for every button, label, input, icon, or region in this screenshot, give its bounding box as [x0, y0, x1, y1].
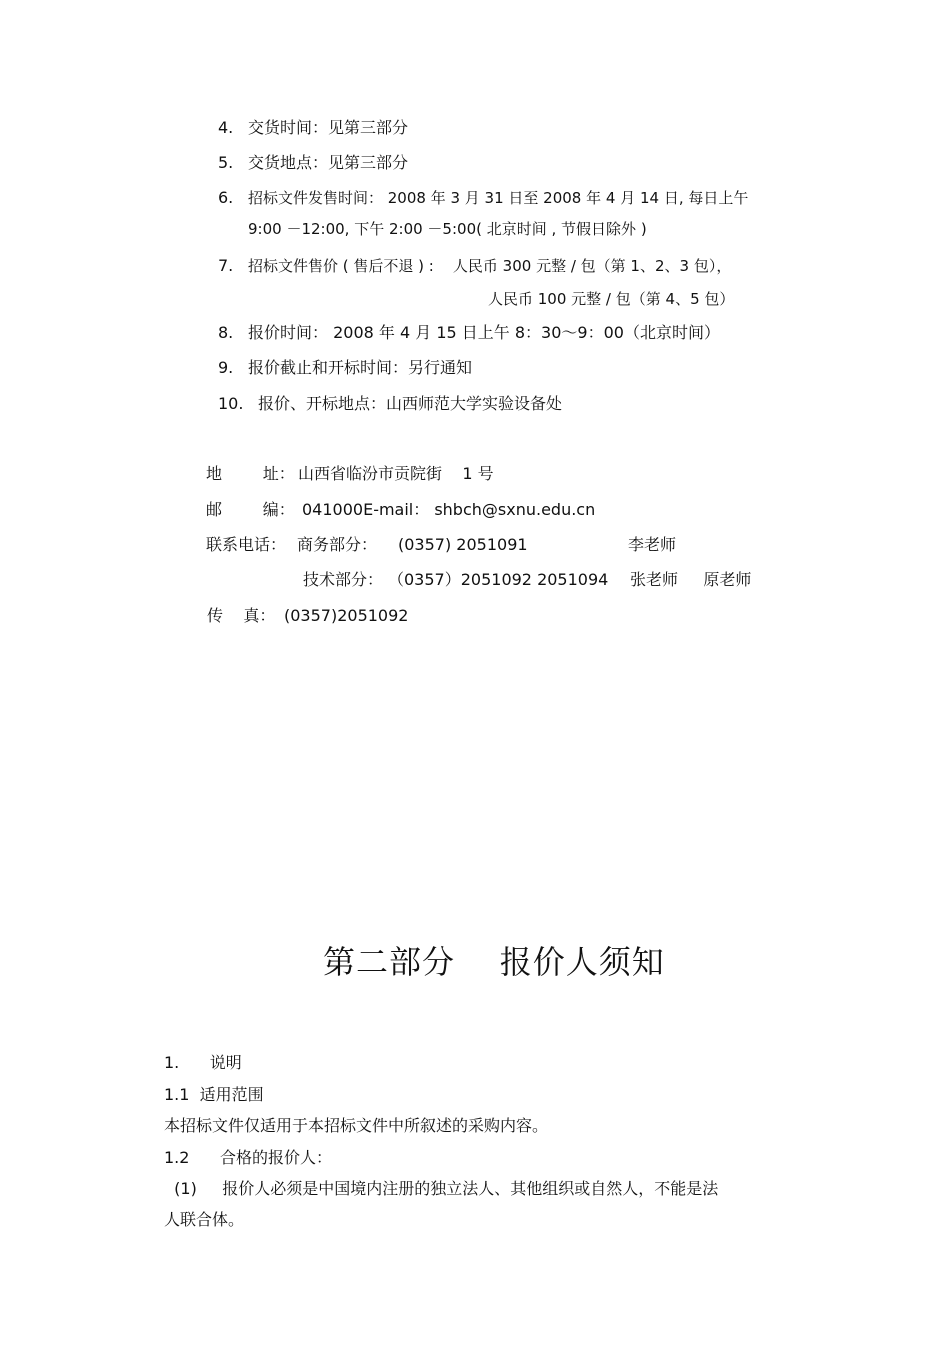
list-item-continuation: 人民币 100 元整 / 包（第 4、5 包） [488, 290, 735, 308]
tech-persons: 张老师 原老师 [630, 570, 752, 589]
paragraph-eligibility: (1) 报价人必须是中国境内注册的独立法人、其他组织或自然人，不能是法 [164, 1179, 719, 1198]
postcode-label: 邮 编： [206, 500, 295, 519]
list-number: 6. [218, 188, 234, 207]
list-number: 8. [218, 323, 234, 342]
list-number: 4. [218, 118, 234, 137]
address-value: 山西省临汾市贡院街 1 号 [298, 464, 494, 483]
address-label: 地 址： [206, 464, 295, 483]
business-label: 商务部分： [297, 535, 378, 554]
list-item-text: 招标文件售价 ( 售后不退 ) : 人民币 300 元整 / 包（第 1、2、3 包）， [248, 257, 732, 275]
section-title: 第二部分 报价人须知 [323, 943, 665, 981]
phone-label: 联系电话： [206, 535, 287, 554]
list-number: 9. [218, 358, 234, 377]
list-number: 5. [218, 153, 234, 172]
tech-phone: （0357）2051092 2051094 [388, 570, 609, 589]
list-item-text: 交货时间：见第三部分 [248, 118, 409, 137]
business-person: 李老师 [628, 535, 677, 554]
list-item-text: 报价截止和开标时间：另行通知 [248, 358, 473, 377]
paragraph-scope: 本招标文件仅适用于本招标文件中所叙述的采购内容。 [164, 1116, 549, 1135]
heading-1-2: 1.2 合格的报价人： [164, 1148, 332, 1167]
business-phone: (0357) 2051091 [398, 535, 528, 554]
heading-1: 1. 说明 [164, 1053, 242, 1072]
list-item-text: 报价、开标地点：山西师范大学实验设备处 [258, 394, 563, 413]
list-item-text: 报价时间： 2008 年 4 月 15 日上午 8：30～9：00（北京时间） [248, 323, 720, 342]
heading-1-1: 1.1 适用范围 [164, 1085, 264, 1104]
tech-label: 技术部分： [303, 570, 384, 589]
list-number: 10. [218, 394, 244, 413]
list-number: 7. [218, 256, 234, 275]
list-item-text: 招标文件发售时间： 2008 年 3 月 31 日至 2008 年 4 月 14 日, 每日上午 [248, 189, 749, 207]
paragraph-eligibility-cont: 人联合体。 [164, 1210, 245, 1229]
fax-value: (0357)2051092 [284, 606, 409, 625]
fax-label: 传 真： [207, 606, 276, 625]
list-item-continuation: 9:00 －12:00, 下午 2:00 －5:00( 北京时间 , 节假日除外 ) [248, 220, 647, 238]
list-item-text: 交货地点：见第三部分 [248, 153, 409, 172]
postcode-email-value: 041000E-mail： shbch@sxnu.edu.cn [302, 500, 596, 519]
